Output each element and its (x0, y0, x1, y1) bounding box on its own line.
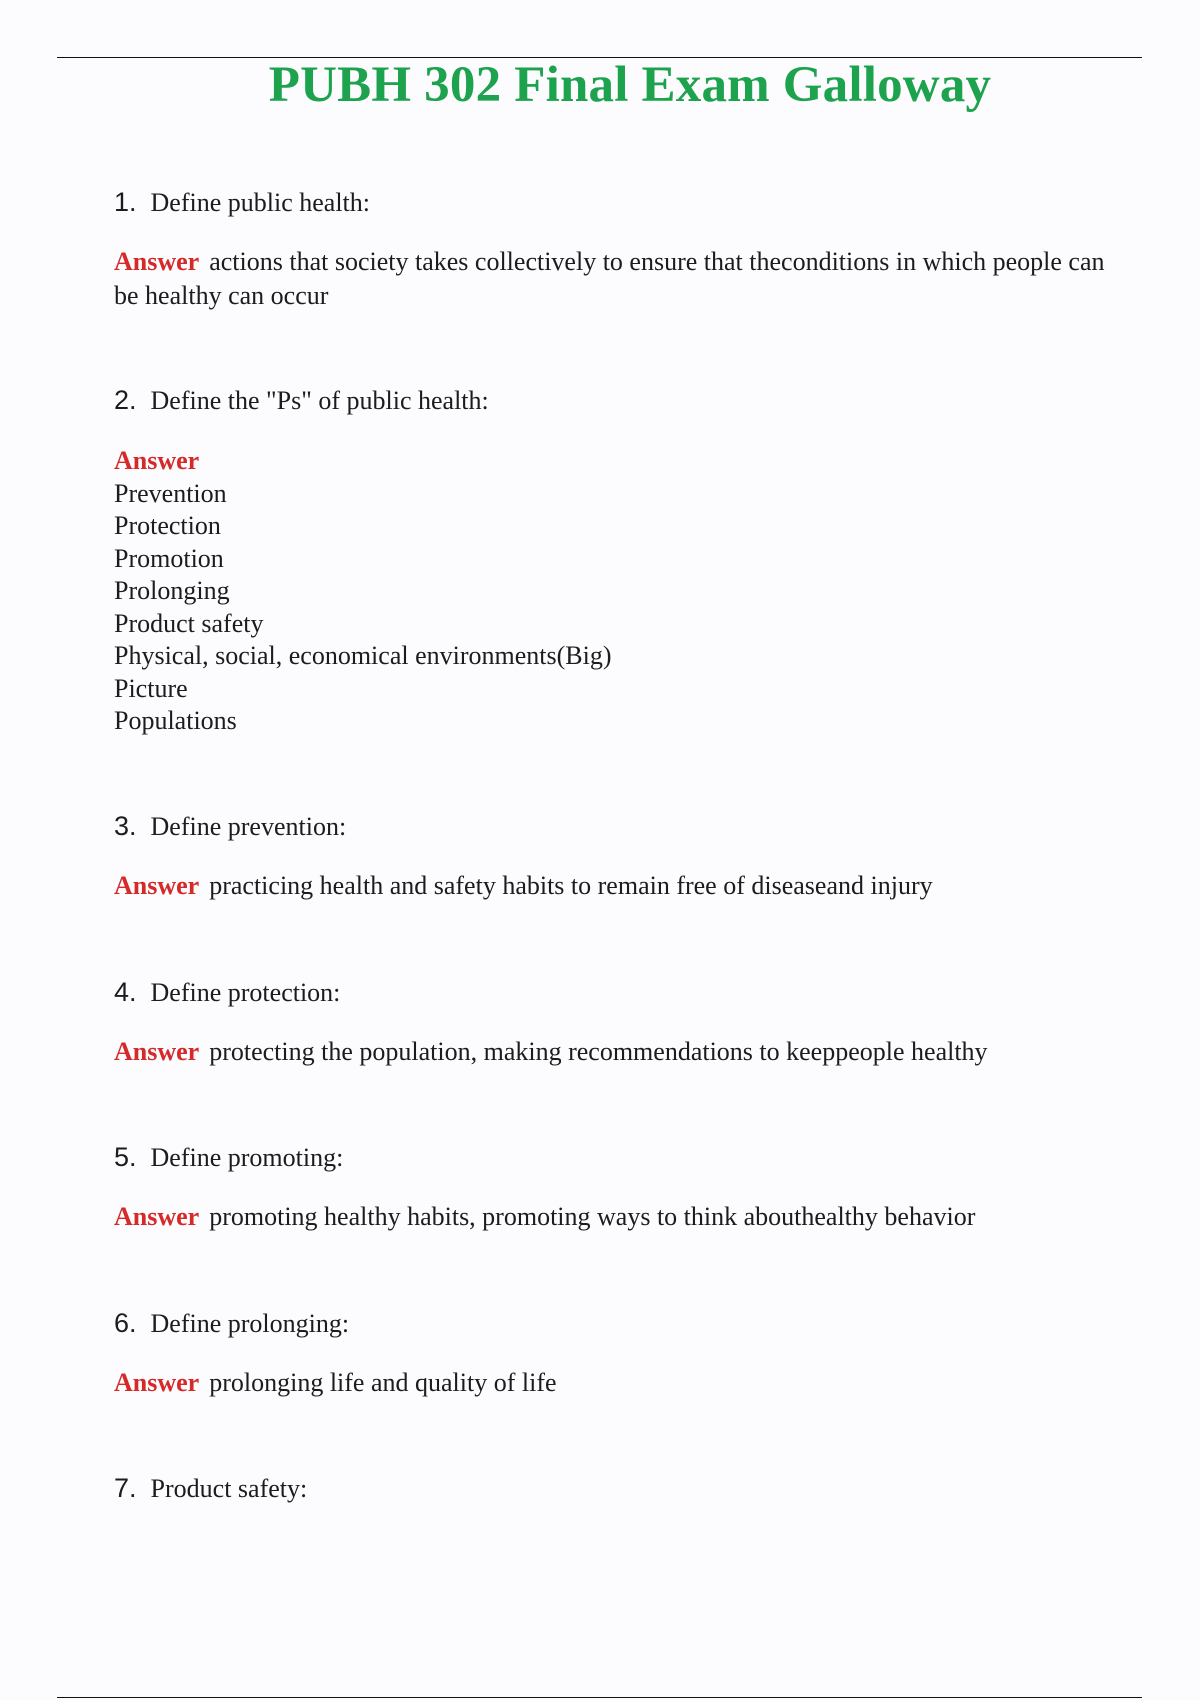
question-number: 4. (114, 977, 137, 1007)
question-number: 1. (114, 187, 137, 217)
answer-text: actions that society takes collectively to ensure that theconditions in which people can be healthy can occur (114, 247, 1105, 310)
answer-list-item: Picture (114, 673, 188, 703)
answer-label: Answer (114, 871, 200, 900)
answer-list-item: Physical, social, economical environments(Big) (114, 641, 612, 670)
answer-text: protecting the population, making recommendations to keeppeople healthy (209, 1037, 988, 1066)
answer-label: Answer (114, 446, 200, 475)
question-prompt: Define protection: (150, 978, 341, 1007)
answer-text: prolonging life and quality of life (209, 1368, 557, 1397)
answer-list-item: Prolonging (114, 576, 230, 605)
question-prompt: Define prevention: (150, 812, 347, 841)
answer-list-item: Product safety (114, 608, 264, 638)
question-number: 5. (114, 1142, 137, 1172)
answer-text: practicing health and safety habits to remain free of diseaseand injury (209, 871, 933, 900)
question-6 (114, 1305, 1114, 1400)
answer-list-item: Promotion (114, 543, 224, 573)
question-3 (114, 808, 1114, 903)
question-prompt: Define promoting: (150, 1143, 344, 1172)
answer-label: Answer (114, 1202, 200, 1231)
question-number: 2. (114, 385, 137, 415)
question-prompt: Define public health: (150, 188, 371, 217)
answer-text: promoting healthy habits, promoting ways to think abouthealthy behavior (209, 1202, 976, 1231)
bottom-rule (57, 1697, 1142, 1698)
question-1 (114, 184, 1114, 313)
question-prompt: Define the "Ps" of public health: (150, 386, 489, 415)
question-4 (114, 974, 1114, 1069)
answer-list-item: Populations (114, 706, 237, 735)
answer-label: Answer (114, 1037, 200, 1066)
question-prompt: Define prolonging: (150, 1309, 350, 1338)
answer-list-item: Prevention (114, 478, 227, 508)
question-number: 7. (114, 1473, 137, 1503)
question-number: 6. (114, 1308, 137, 1338)
question-number: 3. (114, 811, 137, 841)
question-2 (114, 382, 1114, 738)
question-7 (114, 1470, 1114, 1507)
answer-list-item: Protection (114, 511, 221, 540)
question-5 (114, 1139, 1114, 1234)
question-prompt: Product safety: (150, 1474, 308, 1503)
document-title: PUBH 302 Final Exam Galloway (268, 57, 992, 113)
answer-label: Answer (114, 1368, 200, 1397)
answer-label: Answer (114, 247, 200, 276)
